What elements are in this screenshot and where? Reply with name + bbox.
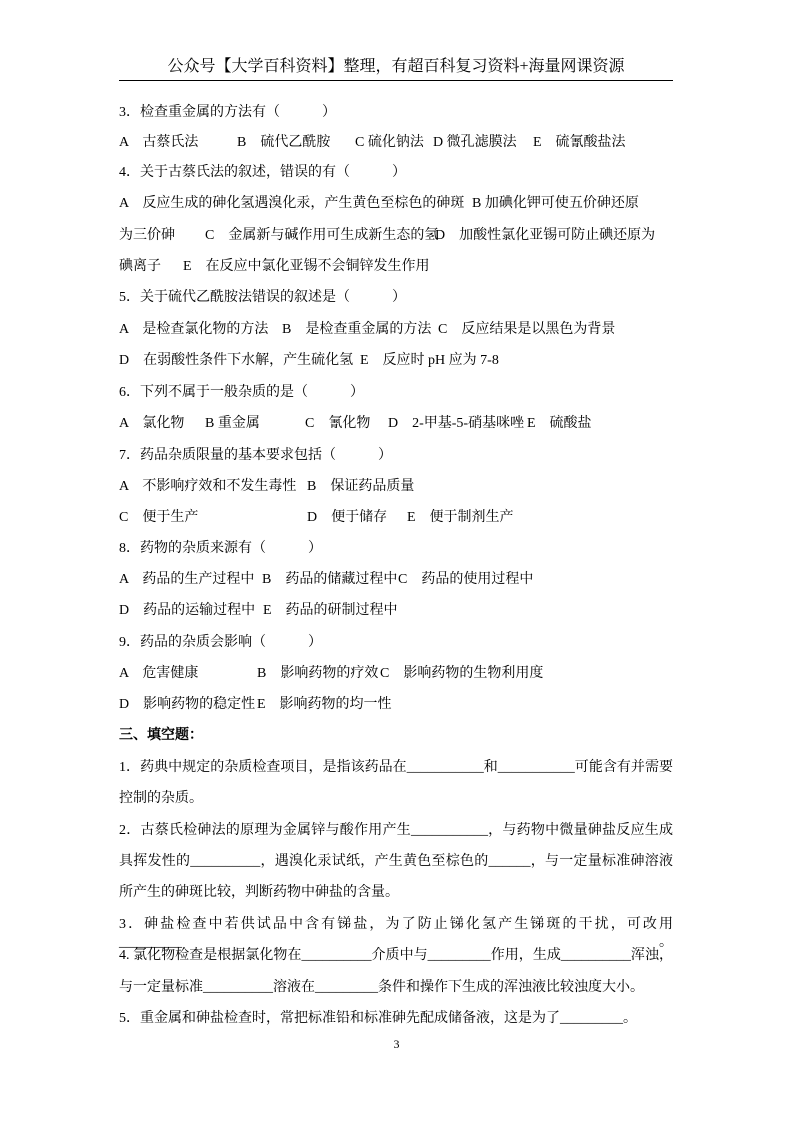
option-e: E 影响药物的均一性 [257, 697, 392, 712]
option-d: D 2-甲基-5-硝基咪唑 [388, 416, 525, 431]
fill-question-1-continued: 控制的杂质。 [119, 791, 203, 806]
option-a: A 不影响疗效和不发生毒性 [119, 479, 297, 494]
option-e: E 硫氰酸盐法 [533, 135, 626, 150]
option-c: C 金属新与碱作用可生成新生态的氢 [205, 228, 439, 243]
option-c: C 便于生产 [119, 510, 199, 525]
option-e: E 反应时 pH 应为 7-8 [360, 353, 499, 368]
option-c: C 药品的使用过程中 [398, 572, 534, 587]
option-c: C 氰化物 [305, 416, 371, 431]
option-a: A 危害健康 [119, 666, 199, 681]
option-c: C 反应结果是以黑色为背景 [438, 322, 616, 337]
option-b: B 是检查重金属的方法 [282, 322, 432, 337]
option-a: A 药品的生产过程中 [119, 572, 255, 587]
option-b: B 硫代乙酰胺 [237, 135, 331, 150]
fill-question-4: 4. 氯化物检查是根据氯化物在__________介质中与_________作用，生成__________浑浊， [119, 948, 673, 963]
fill-question-5: 5．重金属和砷盐检查时，常把标准铅和标准砷先配成储备液，这是为了_________。 [119, 1011, 637, 1026]
question-7-stem: 7．药品杂质限量的基本要求包括（ ） [119, 448, 392, 463]
question-4-stem: 4．关于古蔡氏法的叙述，错误的有（ ） [119, 165, 406, 180]
question-5-stem: 5．关于硫代乙酰胺法错误的叙述是（ ） [119, 290, 406, 305]
option-e: E 药品的研制过程中 [263, 603, 398, 618]
question-9-stem: 9．药品的杂质会影响（ ） [119, 635, 322, 650]
option-b: B 影响药物的疗效 [257, 666, 379, 681]
option-a: A 氯化物 [119, 416, 185, 431]
option-d: D 药品的运输过程中 [119, 603, 256, 618]
question-3-stem: 3．检查重金属的方法有（ ） [119, 105, 336, 120]
question-8-stem: 8．药物的杂质来源有（ ） [119, 541, 322, 556]
fill-question-4-continued: 与一定量标准__________溶液在_________条件和操作下生成的浑浊液比较浊度大小。 [119, 980, 644, 995]
fill-question-2-continued: 具挥发性的__________，遇溴化汞试纸，产生黄色至棕色的______，与一定量标准砷溶液 [119, 854, 673, 869]
option-b: B 重金属 [205, 416, 260, 431]
section-heading-fill-in: 三、填空题： [119, 728, 203, 743]
option-b-continued: 为三价砷 [119, 228, 175, 243]
option-b: B 药品的储藏过程中 [262, 572, 398, 587]
option-e: E 硫酸盐 [527, 416, 592, 431]
option-d: D 微孔滤膜法 [433, 135, 517, 150]
option-a: A 古蔡氏法 [119, 135, 199, 150]
option-b: B 加碘化钾可使五价砷还原 [472, 196, 639, 211]
option-e: E 在反应中氯化亚锡不会铜锌发生作用 [183, 259, 430, 274]
page-number: 3 [393, 1037, 400, 1051]
option-d: D 在弱酸性条件下水解，产生硫化氢 [119, 353, 354, 368]
fill-question-1: 1．药典中规定的杂质检查项目，是指该药品在___________和___________可能含有并需要 [119, 760, 673, 775]
option-a: A 是检查氯化物的方法 [119, 322, 269, 337]
page-header: 公众号【大学百科资料】整理，有超百科复习资料+海量网课资源 [167, 58, 625, 75]
fill-question-3: 3．砷盐检查中若供试品中含有锑盐，为了防止锑化氢产生锑斑的干扰，可改用_________。 [119, 917, 673, 950]
option-a: A 反应生成的砷化氢遇溴化汞，产生黄色至棕色的砷斑 [119, 196, 465, 211]
option-d-continued: 碘离子 [119, 259, 161, 274]
option-d: D 加酸性氯化亚锡可防止碘还原为 [435, 228, 656, 243]
question-6-stem: 6．下列不属于一般杂质的是（ ） [119, 385, 364, 400]
option-c: C 影响药物的生物利用度 [380, 666, 544, 681]
option-d: D 便于储存 [307, 510, 388, 525]
header-rule [119, 80, 673, 81]
option-c: C 硫化钠法 [355, 135, 424, 150]
option-b: B 保证药品质量 [307, 479, 415, 494]
option-e: E 便于制剂生产 [407, 510, 514, 525]
fill-question-2-continued: 所产生的砷斑比较，判断药物中砷盐的含量。 [119, 885, 399, 900]
option-d: D 影响药物的稳定性 [119, 697, 256, 712]
fill-question-2: 2．古蔡氏检砷法的原理为金属锌与酸作用产生___________，与药物中微量砷盐反应生成 [119, 823, 673, 838]
